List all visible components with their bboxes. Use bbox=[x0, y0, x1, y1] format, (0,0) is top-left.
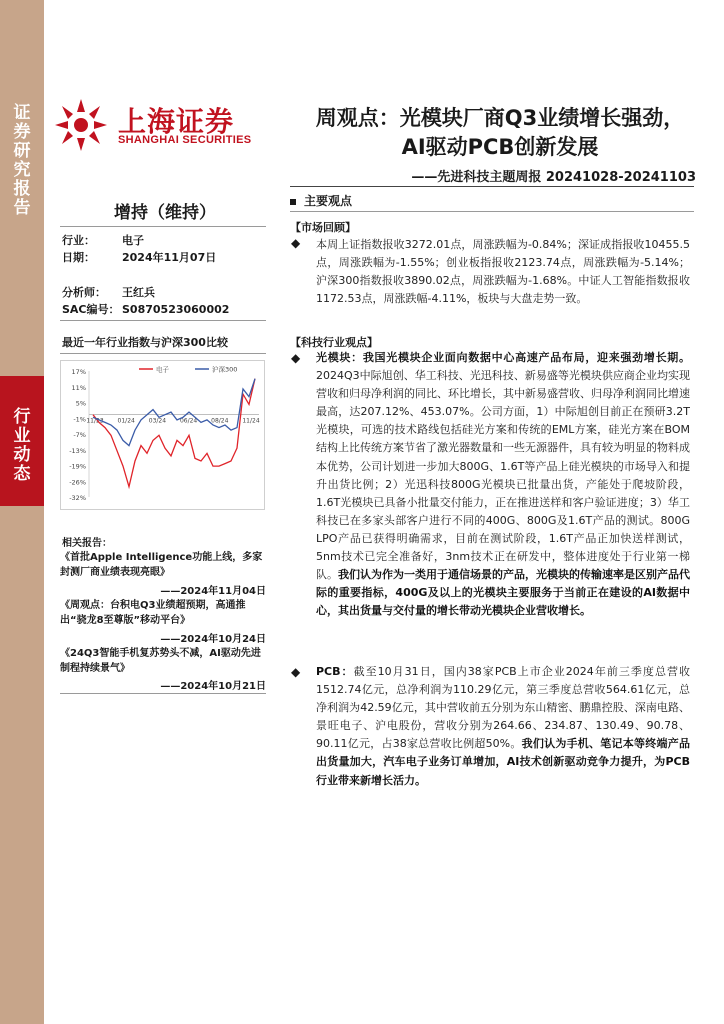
side-label-char: 动 bbox=[13, 445, 31, 465]
y-tick-label: 17% bbox=[71, 368, 86, 376]
divider bbox=[60, 226, 266, 227]
brand-name-cn: 上海证券 bbox=[118, 105, 235, 138]
main-heading bbox=[290, 192, 352, 209]
divider bbox=[60, 320, 266, 321]
side-label-char: 报 bbox=[13, 179, 31, 199]
x-tick-label: 06/24 bbox=[179, 417, 198, 425]
divider bbox=[60, 693, 266, 694]
optical-conclusion: 我们认为作为一类用于通信场景的产品，光模块的传输速率是区别产品代际的重要指标，400G及以上的光模块主要服务于当前正在建设的AI数据中心，其出货量与交付量的增长带动光模块企业营收增长。 bbox=[316, 568, 690, 618]
meta-key: SAC编号： bbox=[62, 303, 120, 316]
meta-key: 日期： bbox=[62, 251, 95, 264]
pcb-body: 截至10月31日，国内38家PCB上市企业2024年前三季度总营收1512.74亿元，总净利润为110.29亿元，第三季度总营收564.61亿元，总净利润为42.59亿元，其中营收前五分别为东山精密、鹏鼎控股、深南电路、景旺电子、沪电股份，营收分别为264.66、234.87、130.49、90.78、90.11亿元，占38家总营收比例超50%。 bbox=[316, 665, 690, 751]
legend-label: 电子 bbox=[156, 365, 169, 374]
optical-module-paragraph bbox=[316, 349, 690, 620]
side-label-char: 研 bbox=[13, 141, 31, 161]
bullet-diamond-icon: ◆ bbox=[291, 665, 301, 679]
y-tick-label: 5% bbox=[75, 399, 86, 408]
report-title-line2: AI驱动PCB创新发展 bbox=[401, 135, 599, 159]
report-subtitle: ——先进科技主题周报 20241028-20241103 bbox=[411, 170, 696, 185]
index-comparison-chart bbox=[60, 360, 265, 510]
x-tick-label: 03/24 bbox=[148, 417, 167, 425]
related-report-3[interactable]: 《24Q3智能手机复苏势头不减，AI驱动先进制程持续景气》 bbox=[60, 648, 261, 674]
divider bbox=[60, 353, 266, 354]
y-tick-label: -32% bbox=[69, 494, 86, 502]
side-label-char: 告 bbox=[13, 198, 31, 218]
brand-mark-icon bbox=[52, 96, 112, 154]
meta-key: 行业： bbox=[62, 234, 95, 247]
market-review-tag: 【市场回顾】 bbox=[290, 221, 356, 234]
market-review-text: 本周上证指数报收3272.01点，周涨跌幅为-0.84%；深证成指报收10455.5点，周涨跌幅为-1.55%；创业板指报收2123.74点，周涨跌幅为-5.14%；沪深300指数报收3890.02点，周涨跌幅为-1.68%。中证人工智能指数报收1172.53点，周涨跌幅-4.11%，板块与大盘走势一致。 bbox=[316, 238, 690, 306]
series-line-electronics bbox=[93, 379, 255, 487]
chart-section-title: 最近一年行业指数与沪深300比较 bbox=[62, 336, 228, 349]
y-tick-label: -19% bbox=[69, 462, 86, 471]
optical-body: 2024Q3中际旭创、华工科技、光迅科技、新易盛等光模块供应商企业均实现营收和归母净利润的同比、环比增长，其中新易盛营收、归母净利润同比增速最高，达207.12%、453.07%。公司方面，1）中际旭创目前正在预研3.2T光模块，可选的技术路线包括硅光方案和传统的EML方案，硅光方案在BOM结构上比传统方案节省了激光器数量和一些无源器件，具有较为明显的物料成本优势，公司计划进一步加大800G、1.6T等产品上硅光模块的市场导入和提升出货比例；2）光迅科技800G光模块已批量出货，产能处于爬坡阶段，1.6T光模块已具备小批量交付能力，正在推进送样和客户验证进度；3）华工科技已在多家头部客户进行不同的400G、800G及1.6T产品的测试。800G LPO产品已获得明确需求，目前在测试阶段，1.6T产品正加快送样测试，5nm技术已完全准备好，3nm技术正在研发中，整体进度处于行业第一梯队。 bbox=[316, 369, 690, 582]
series-line-csi300 bbox=[93, 379, 255, 446]
y-tick-label: -1% bbox=[73, 415, 86, 424]
related-report-3-date: ——2024年10月21日 bbox=[160, 681, 266, 692]
meta-value: 王红兵 bbox=[122, 286, 155, 299]
y-tick-label: -26% bbox=[69, 478, 86, 487]
side-label-industry bbox=[0, 408, 44, 484]
side-label-char: 证 bbox=[13, 103, 31, 123]
related-report-2[interactable]: 《周观点：台积电Q3业绩超预期，高通推出“骁龙8至尊版”移动平台》 bbox=[60, 600, 246, 626]
x-tick-label: 08/24 bbox=[211, 417, 229, 425]
meta-sac bbox=[62, 301, 229, 317]
bullet-diamond-icon: ◆ bbox=[291, 351, 301, 365]
rating-label: 增持（维持） bbox=[114, 203, 216, 223]
main-heading-text: 主要观点 bbox=[304, 194, 353, 208]
y-tick-label: 11% bbox=[71, 383, 86, 392]
side-label-char: 究 bbox=[13, 160, 31, 180]
optical-lead: 光模块：我国光模块企业面向数据中心高速产品布局，迎来强劲增长期。 bbox=[316, 351, 690, 364]
y-tick-label: -7% bbox=[73, 431, 86, 439]
bullet-diamond-icon: ◆ bbox=[291, 236, 301, 250]
side-label-report bbox=[0, 104, 44, 218]
side-label-char: 态 bbox=[13, 464, 31, 484]
report-title-line1: 周观点：光模块厂商Q3业绩增长强劲， bbox=[315, 106, 685, 130]
pcb-lead: PCB： bbox=[316, 665, 354, 678]
side-label-char: 业 bbox=[13, 426, 31, 446]
meta-analyst bbox=[62, 284, 155, 300]
meta-value: 2024年11月07日 bbox=[122, 251, 217, 264]
related-report-1[interactable]: 《首批Apple Intelligence功能上线，多家封测厂商业绩表现亮眼》 bbox=[60, 552, 263, 578]
pcb-paragraph bbox=[316, 663, 690, 790]
x-tick-label: 01/24 bbox=[117, 417, 135, 425]
brand-name-en: SHANGHAI SECURITIES bbox=[118, 134, 252, 146]
brand-logo bbox=[52, 96, 262, 154]
related-title: 相关报告： bbox=[62, 538, 112, 549]
meta-value: S0870523060002 bbox=[122, 303, 230, 316]
divider bbox=[290, 211, 694, 212]
legend-label: 沪深300 bbox=[212, 365, 238, 374]
x-tick-label: 11/24 bbox=[242, 417, 260, 425]
meta-industry bbox=[62, 232, 144, 248]
related-report-1-date: ——2024年11月04日 bbox=[160, 586, 266, 597]
side-label-char: 券 bbox=[13, 122, 31, 142]
meta-value: 电子 bbox=[122, 234, 144, 247]
side-label-char: 行 bbox=[13, 407, 31, 427]
title-rule bbox=[290, 186, 694, 187]
chart-canvas bbox=[61, 361, 264, 509]
related-report-2-date: ——2024年10月24日 bbox=[160, 634, 266, 645]
report-title bbox=[290, 104, 710, 162]
tech-view-tag: 【科技行业观点】 bbox=[290, 336, 378, 349]
pcb-conclusion: 我们认为手机、笔记本等终端产品出货量加大，汽车电子业务订单增加，AI技术创新驱动竞争力提升，为PCB行业带来新增长活力。 bbox=[316, 737, 691, 787]
meta-date bbox=[62, 249, 216, 265]
y-tick-label: -13% bbox=[69, 446, 86, 455]
meta-key: 分析师： bbox=[62, 286, 106, 299]
x-tick-label: 11/23 bbox=[86, 417, 104, 425]
